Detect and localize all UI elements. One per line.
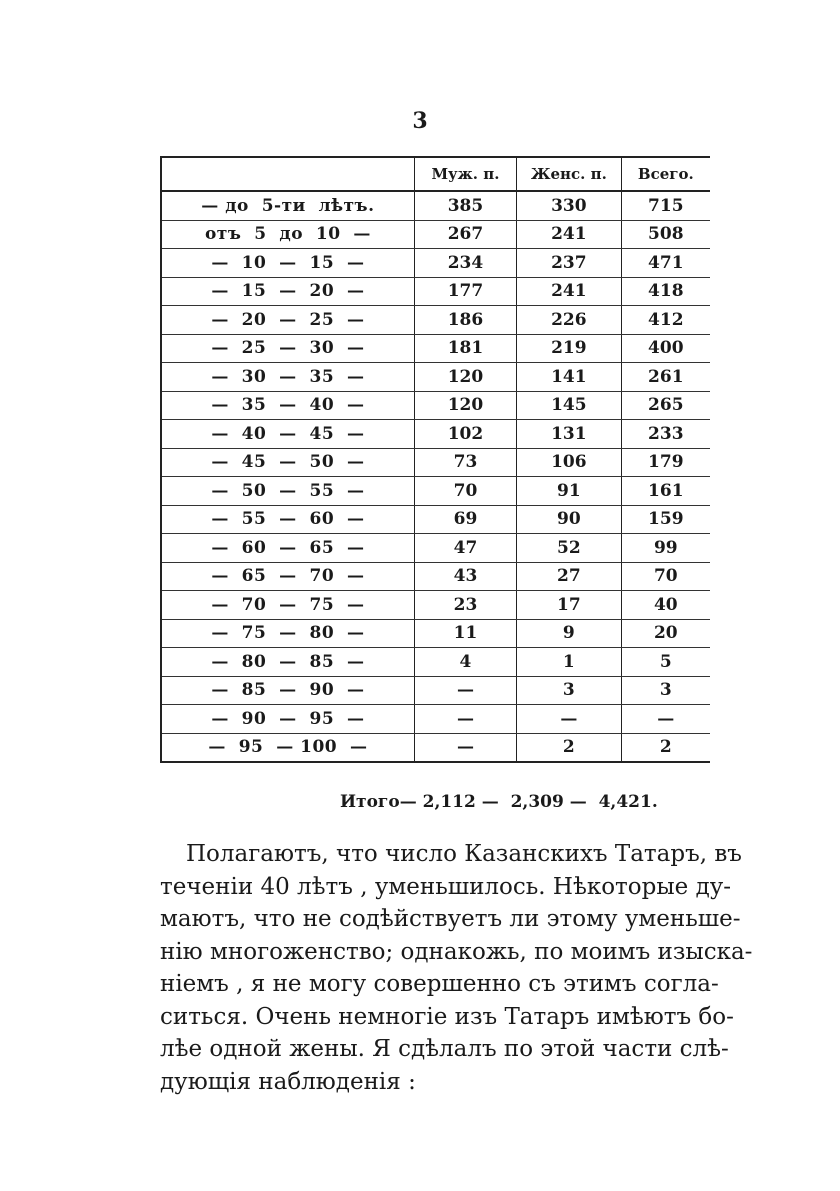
female-cell: 241 [517,220,622,249]
male-cell: 177 [414,277,516,306]
total-cell: 2 [621,733,710,762]
female-cell: 91 [517,477,622,506]
age-cell: — 90 — 95 — [161,705,414,734]
table-row [161,477,710,506]
age-cell: — 30 — 35 — [161,363,414,392]
age-cell: отъ 5 до 10 — [161,220,414,249]
male-cell: 47 [414,534,516,563]
table-row [161,249,710,278]
table-row [161,534,710,563]
total-cell: 471 [621,249,710,278]
table-row [161,306,710,335]
total-cell: 261 [621,363,710,392]
table-row [161,420,710,449]
female-column-header: Женс. п. [517,157,622,191]
total-cell: 400 [621,334,710,363]
female-cell: 9 [517,619,622,648]
female-cell: 27 [517,562,622,591]
table-row [161,705,710,734]
paragraph-line: дующія наблюденія : [160,1068,416,1095]
male-cell: 186 [414,306,516,335]
age-cell: — 95 — 100 — [161,733,414,762]
table-row [161,505,710,534]
female-cell: 90 [517,505,622,534]
total-cell: 20 [621,619,710,648]
table-row [161,619,710,648]
age-cell: — 45 — 50 — [161,448,414,477]
female-cell: 1 [517,648,622,677]
male-cell: 69 [414,505,516,534]
age-cell: — 20 — 25 — [161,306,414,335]
total-cell: 179 [621,448,710,477]
table-row [161,363,710,392]
age-cell: — 75 — 80 — [161,619,414,648]
age-cell: — 50 — 55 — [161,477,414,506]
female-cell: 141 [517,363,622,392]
male-cell: 11 [414,619,516,648]
table-row [161,448,710,477]
male-cell: 70 [414,477,516,506]
table-row [161,191,710,220]
age-cell: — 85 — 90 — [161,676,414,705]
male-cell: 120 [414,363,516,392]
total-cell: 508 [621,220,710,249]
population-table [160,156,710,763]
age-cell: — 35 — 40 — [161,391,414,420]
male-cell: 120 [414,391,516,420]
paragraph-line: Полагаютъ, что число Казанскихъ Татаръ, въ [186,841,742,867]
total-cell: 40 [621,591,710,620]
age-cell: — 65 — 70 — [161,562,414,591]
male-cell: — [414,733,516,762]
age-cell: — 15 — 20 — [161,277,414,306]
male-cell: 234 [414,249,516,278]
male-cell: — [414,676,516,705]
table-row [161,220,710,249]
paragraph-line: теченіи 40 лѣтъ , уменьшилось. Нѣкоторые ду- [160,873,732,900]
female-cell: 241 [517,277,622,306]
female-cell: 17 [517,591,622,620]
female-cell: 330 [517,191,622,220]
body-paragraph [160,838,753,1098]
age-column-header [161,157,414,191]
male-cell: 385 [414,191,516,220]
table-row [161,334,710,363]
age-cell: — 25 — 30 — [161,334,414,363]
table-row [161,277,710,306]
totals-line: Итого— 2,112 — 2,309 — 4,421. [340,792,658,812]
female-cell: 3 [517,676,622,705]
paragraph-line: маютъ, что не содѣйствуетъ ли этому уменьше- [160,906,741,932]
total-cell: 159 [621,505,710,534]
page-number: 3 [412,108,428,134]
female-cell: 237 [517,249,622,278]
total-cell: 5 [621,648,710,677]
total-cell: 418 [621,277,710,306]
table-row [161,562,710,591]
table-header-row [161,157,710,191]
total-column-header: Всего. [621,157,710,191]
age-cell: — до 5-ти лѣтъ. [161,191,414,220]
total-cell: 715 [621,191,710,220]
female-cell: 2 [517,733,622,762]
table-row [161,676,710,705]
female-cell: 131 [517,420,622,449]
age-cell: — 70 — 75 — [161,591,414,620]
age-cell: — 10 — 15 — [161,249,414,278]
female-cell: 226 [517,306,622,335]
male-cell: 267 [414,220,516,249]
total-cell: 412 [621,306,710,335]
male-cell: 23 [414,591,516,620]
total-cell: 3 [621,676,710,705]
paragraph-line: ситься. Очень немногіе изъ Татаръ имѣютъ бо- [160,1003,734,1030]
male-cell: 181 [414,334,516,363]
female-cell: 106 [517,448,622,477]
male-cell: 102 [414,420,516,449]
age-cell: — 40 — 45 — [161,420,414,449]
age-cell: — 55 — 60 — [161,505,414,534]
female-cell: 52 [517,534,622,563]
total-cell: 161 [621,477,710,506]
female-cell: 145 [517,391,622,420]
table-row [161,648,710,677]
total-cell: 70 [621,562,710,591]
total-cell: 99 [621,534,710,563]
male-cell: — [414,705,516,734]
age-cell: — 60 — 65 — [161,534,414,563]
total-cell: — [621,705,710,734]
paragraph-line: лѣе одной жены. Я сдѣлалъ по этой части слѣ- [160,1036,729,1062]
table-row [161,733,710,762]
total-cell: 233 [621,420,710,449]
paragraph-line: нію многоженство; однакожь, по моимъ изыска- [160,938,753,965]
table-row [161,591,710,620]
male-cell: 4 [414,648,516,677]
male-cell: 43 [414,562,516,591]
male-column-header: Муж. п. [414,157,516,191]
paragraph-line: ніемъ , я не могу совершенно съ этимъ согла- [160,971,719,997]
total-cell: 265 [621,391,710,420]
female-cell: — [517,705,622,734]
age-cell: — 80 — 85 — [161,648,414,677]
table-row [161,391,710,420]
male-cell: 73 [414,448,516,477]
female-cell: 219 [517,334,622,363]
